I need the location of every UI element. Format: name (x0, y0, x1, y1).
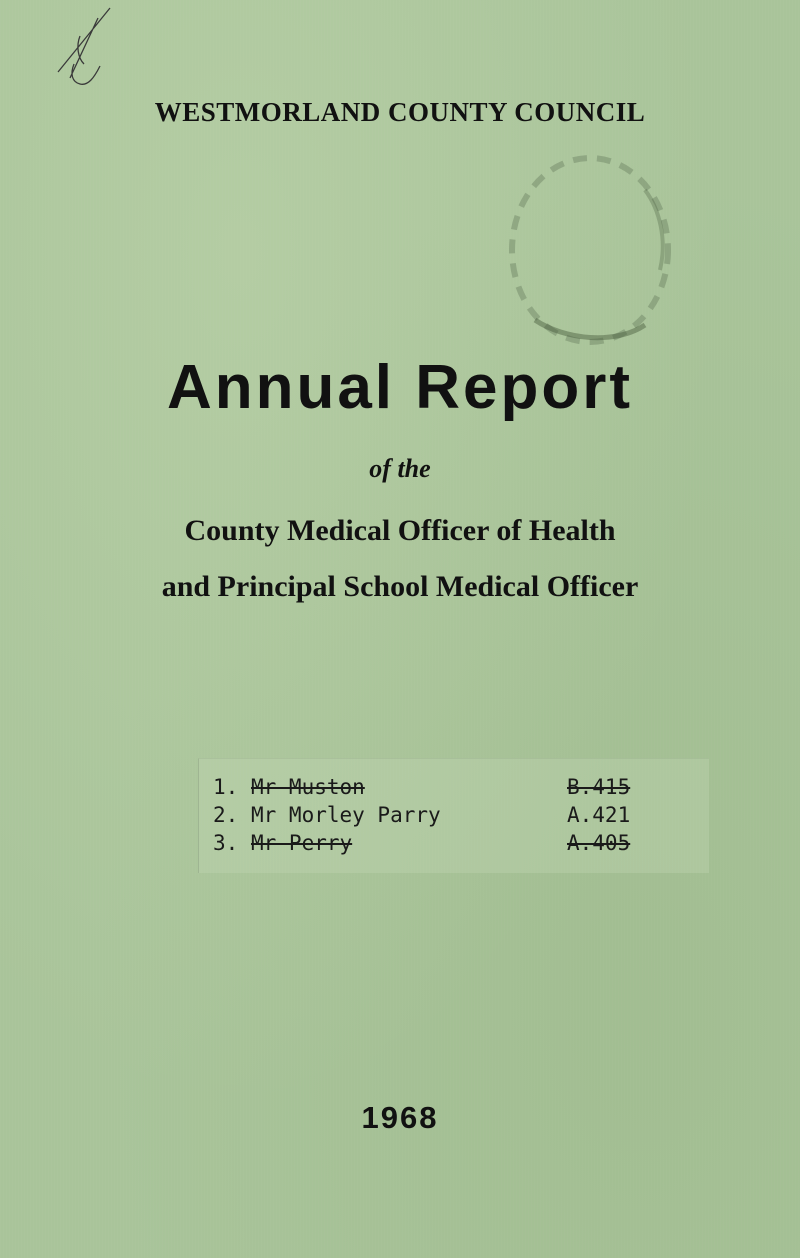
handwritten-mark (40, 6, 130, 96)
entry-code: A.405 (567, 831, 631, 855)
entry-code: B.415 (567, 775, 631, 799)
faded-library-stamp (495, 150, 685, 360)
council-name: WESTMORLAND COUNTY COUNCIL (154, 97, 646, 127)
subtitle-line-1: County Medical Officer of Health (184, 514, 616, 547)
entry-number: 1. (213, 775, 239, 799)
circulation-slip (198, 758, 709, 873)
report-title: Annual Report (166, 353, 634, 422)
slip-entry (199, 775, 709, 803)
entry-name: Mr Perry (251, 831, 353, 855)
report-year: 1968 (361, 1100, 439, 1135)
entry-code: A.421 (567, 803, 631, 827)
entry-name: Mr Morley Parry (251, 803, 441, 827)
entry-number: 3. (213, 831, 239, 855)
entry-number: 2. (213, 803, 239, 827)
slip-entry (199, 831, 709, 859)
entry-name: Mr Muston (251, 775, 365, 799)
subtitle-line-2: and Principal School Medical Officer (161, 570, 639, 603)
slip-entry (199, 803, 709, 831)
of-the-text: of the (369, 454, 431, 483)
